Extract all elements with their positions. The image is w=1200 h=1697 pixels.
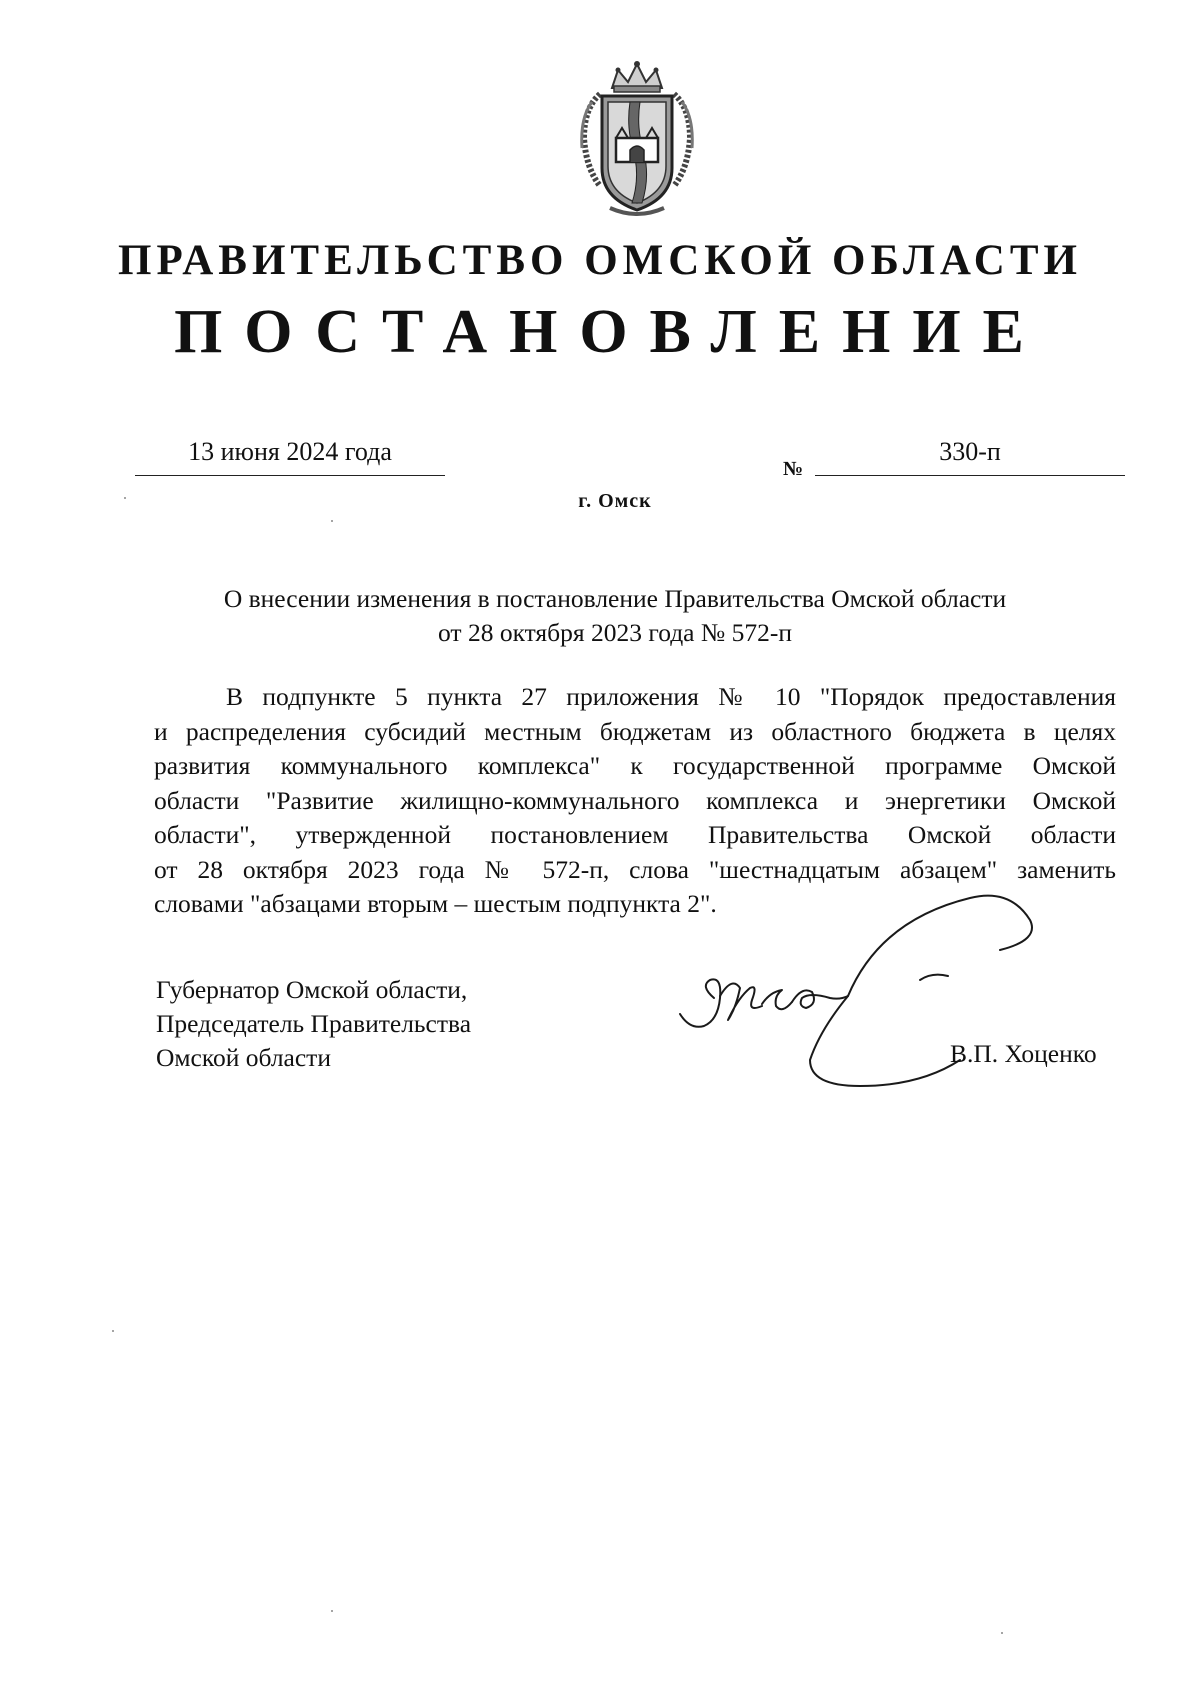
document-subject-line-1: О внесении изменения в постановление Правительства Омской области (223, 584, 1007, 613)
scan-speck (331, 1610, 333, 1612)
body-line: В подпункте 5 пункта 27 приложения № 10 "Порядок предоставления (226, 682, 1116, 711)
document-date: 13 июня 2024 года (188, 437, 392, 466)
omsk-coat-of-arms-icon (570, 58, 704, 218)
signatory-position-line-2: Председатель Правительства (156, 1009, 472, 1038)
document-subject (155, 582, 1075, 650)
document-date-field (135, 437, 445, 476)
signatory-position (156, 973, 471, 1075)
body-line: словами "абзацами вторым – шестым подпункта 2". (154, 889, 717, 918)
scan-speck (331, 520, 333, 522)
body-line: от 28 октября 2023 года № 572-п, слова "шестнадцатым абзацем" заменить (154, 854, 1116, 884)
body-line: развития коммунального комплекса" к государственной программе Омской (154, 751, 1116, 780)
body-line: области "Развитие жилищно-коммунального комплекса и энергетики Омской (154, 785, 1116, 815)
number-sign: № (783, 458, 804, 480)
scan-speck (112, 1330, 114, 1332)
signatory-position-line-1: Губернатор Омской области, (156, 975, 468, 1004)
document-type-title: ПОСТАНОВЛЕНИЕ (174, 298, 1046, 366)
document-number-field (815, 437, 1125, 476)
document-subject-line-2: от 28 октября 2023 года № 572-п (438, 618, 792, 647)
document-number: 330-п (939, 437, 1001, 466)
organization-name: ПРАВИТЕЛЬСТВО ОМСКОЙ ОБЛАСТИ (118, 237, 1082, 284)
body-line: области", утвержденной постановлением Правительства Омской области (154, 820, 1116, 849)
scan-speck (1001, 1632, 1003, 1634)
body-line: и распределения субсидий местным бюджетам из областного бюджета в целях (154, 716, 1116, 746)
document-city: г. Омск (578, 490, 652, 512)
scan-speck (124, 497, 126, 499)
signatory-position-line-3: Омской области (156, 1043, 331, 1072)
signatory-name: В.П. Хоценко (950, 1039, 1097, 1068)
